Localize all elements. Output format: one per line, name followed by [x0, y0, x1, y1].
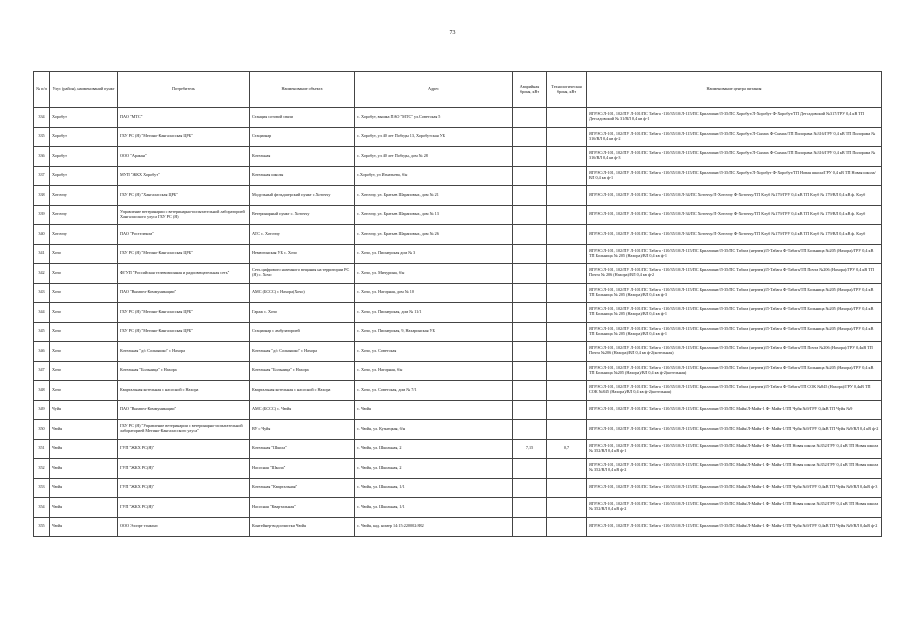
cell-source: ЯГРЭС/Л-101, 102/ПУ Л-101/ПС Табага -110/35/10/Л-115/ПС Бриллиант/Л-35/ПС Хоробут/Л-Сымах Ф-Сымах/ТП Пилорама №316/ГРУ 0,4 кВ ТП Пилорама № 316/ВЛ 0,4 кв ф-3 [587, 147, 882, 167]
cell-emergency [513, 498, 547, 518]
cell-no: 351 [34, 439, 50, 459]
cell-tech: 0,7 [547, 439, 587, 459]
cell-no: 343 [34, 283, 50, 303]
header-tech: Технологическая броня, кВт [547, 72, 587, 108]
cell-object: Стационар с амбулаторией [250, 322, 355, 342]
cell-object: Стационар [250, 127, 355, 147]
cell-consumer: Котельная "Больница" с Нахора [118, 361, 250, 381]
cell-emergency [513, 205, 547, 225]
cell-object: Ветеринарный пункт с. Хоточчу [250, 205, 355, 225]
cell-address: с. Хоточчу, ул. Братьев Шараповых, дом № 13 [355, 205, 513, 225]
table-row [34, 361, 882, 381]
cell-tech [547, 225, 587, 245]
cell-tech [547, 459, 587, 479]
cell-emergency [513, 225, 547, 245]
cell-address: с. Чюйя [355, 400, 513, 420]
cell-settlement: Хочо [50, 283, 118, 303]
cell-consumer: ГУП "ЖКХ РС(Я)" [118, 478, 250, 498]
cell-object: Котельная [250, 147, 355, 167]
cell-tech [547, 166, 587, 186]
table-row [34, 264, 882, 284]
cell-emergency [513, 459, 547, 479]
cell-consumer: ГБУ РС (Я) "Мегино-Кангаласская ЦРБ" [118, 244, 250, 264]
table-row [34, 498, 882, 518]
cell-no: 344 [34, 303, 50, 323]
header-object: Наименование объекта [250, 72, 355, 108]
cell-no: 334 [34, 108, 50, 128]
cell-consumer: Управление ветеринарии с ветеринарно-испытательной лабораторией Хангаласского улуса ГБУ РС (Я) [118, 205, 250, 225]
cell-settlement: Чюйя [50, 439, 118, 459]
header-emergency: Аварийная броня, кВт [513, 72, 547, 108]
cell-settlement: Хочо [50, 361, 118, 381]
cell-tech [547, 342, 587, 362]
cell-object: АТС с. Хоточчу [250, 225, 355, 245]
cell-no: 345 [34, 322, 50, 342]
cell-emergency [513, 244, 547, 264]
table-row [34, 420, 882, 440]
cell-no: 335 [34, 127, 50, 147]
cell-no: 349 [34, 400, 50, 420]
cell-emergency [513, 264, 547, 284]
cell-emergency [513, 381, 547, 401]
cell-consumer: Квартальная котельная с насосной с Нахора [118, 381, 250, 401]
cell-object: Котельная "Больница" с Нахора [250, 361, 355, 381]
cell-no: 342 [34, 264, 50, 284]
cell-settlement: Хоробут [50, 127, 118, 147]
table-row [34, 517, 882, 537]
cell-address: с. Чюйя, ул. Школьная, 2 [355, 439, 513, 459]
cell-settlement: Чюйя [50, 517, 118, 537]
cell-tech [547, 186, 587, 206]
cell-no: 354 [34, 498, 50, 518]
cell-object: Гараж с. Хочо [250, 303, 355, 323]
cell-consumer: ФГУП "Российская телевизионная и радиовещательная сеть" [118, 264, 250, 284]
table-row [34, 225, 882, 245]
cell-consumer: ООО Эллэрт тэнкэнэ [118, 517, 250, 537]
cell-tech [547, 400, 587, 420]
cell-settlement: Хочо [50, 381, 118, 401]
cell-consumer: ГБУ РС (Я) "Мегино-Кангаласская ЦРБ" [118, 322, 250, 342]
cell-address: с. Хочо, ул. Советская [355, 342, 513, 362]
cell-object: Квартальная котельная с насосной с Нахора [250, 381, 355, 401]
cell-tech [547, 147, 587, 167]
cell-source: ЯГРЭС/Л-101, 102/ПУ Л-101/ПС Табага -110/35/10/Л-34/ПС Хоточчу/Л-Хоточчу Ф-Хоточчу/ТП Клуб №179/ГРУ 0,4 кВ ТП Клуб № 179/ВЛ 0,4 кВ ф. Клуб [587, 186, 882, 206]
cell-consumer: ПАО "Ростелеком" [118, 225, 250, 245]
cell-source: ЯГРЭС/Л-101, 102/ПУ Л-101/ПС Табага -110/35/10/Л-34/ПС Хоточчу/Л-Хоточчу Ф-Хоточчу/ТП Клуб №179/ГРУ 0,4 кВ ТП Клуб № 179/ВЛ 0,4 кВ ф. Клуб [587, 205, 882, 225]
cell-source: ЯГРЭС/Л-101, 102/ПУ Л-101/ПС Табага -110/35/10/Л-115/ПС Бриллиант/Л-35/ПС Майя/Л-Майя-1 Ф- Майя-1/ТП Новая школа №352/ГРУ 0,4 кВ ТП Новая школа № 352/ВЛ 0,4 кВ ф-2 [587, 459, 882, 479]
cell-settlement: Хочо [50, 244, 118, 264]
cell-no: 341 [34, 244, 50, 264]
table-row [34, 400, 882, 420]
cell-tech [547, 303, 587, 323]
cell-source: ЯГРЭС/Л-101, 102/ПУ Л-101/ПС Табага -110/35/10/Л-115/ПС Бриллиант/Л-35/ПС Табага (нерчем)/Л-Табага Ф-Табага/ТП Почта №206 (Нахора)/ГРУ 0,4кВ ТП Почта №206 (Нахора)/ВЛ 0,4 кв ф-2(котельная) [587, 342, 882, 362]
cell-address: с. Чюйя, ул. Школьная, 2 [355, 459, 513, 479]
cell-no: 338 [34, 186, 50, 206]
cell-object: Немюгинская УБ с. Хочо [250, 244, 355, 264]
cell-emergency [513, 127, 547, 147]
cell-source: ЯГРЭС/Л-101, 102/ПУ Л-101/ПС Табага -110/35/10/Л-115/ПС Бриллиант/Л-35/ПС Табага (нерчем)/Л-Табага Ф-Табага/ТП Больница №205 (Нахора)/ГРУ 0,4 кВ ТП Больница № 205 (Нахора)/ВЛ 0,4 кв ф-1 [587, 322, 882, 342]
cell-emergency [513, 420, 547, 440]
cell-object: Сеть цифрового наземного вещания на территории РС (Я) с. Хочо [250, 264, 355, 284]
cell-tech [547, 283, 587, 303]
cell-address: с. Хочо, ул. Пионерская, дом № 11/1 [355, 303, 513, 323]
cell-consumer: ГБУ РС (Я) "Мегино-Кангаласская ЦРБ" [118, 127, 250, 147]
cell-object: Котельная "д/с Солнышко" с Нахора [250, 342, 355, 362]
cell-no: 348 [34, 381, 50, 401]
table-row [34, 166, 882, 186]
cell-tech [547, 420, 587, 440]
header-address: Адрес [355, 72, 513, 108]
cell-object: Котельная "Квартальная" [250, 478, 355, 498]
cell-tech [547, 322, 587, 342]
cell-address: с. Чюйя, ул. Кузнецкая, б/н [355, 420, 513, 440]
cell-source: ЯГРЭС/Л-101, 102/ПУ Л-101/ПС Табага -110/35/10/Л-115/ПС Бриллиант/Л-35/ПС Табага (нерчем)/Л-Табага Ф-Табага/ТП Больница №205 (Нахора)/ГРУ 0,4 кВ ТП Больница № 205 (Нахора)/ВЛ 0,4 кв ф-1 [587, 303, 882, 323]
cell-consumer: ГУП "ЖКХ РС(Я)" [118, 459, 250, 479]
cell-address: с. Хочо, ул. Нагорная, дом № 10 [355, 283, 513, 303]
table-row [34, 205, 882, 225]
cell-no: 350 [34, 420, 50, 440]
header-no: № п/п [34, 72, 50, 108]
cell-source: ЯГРЭС/Л-101, 102/ПУ Л-101/ПС Табага -110/35/10/Л-115/ПС Бриллиант/Л-35/ПС Майя/Л-Майя-1 Ф- Майя-1/ТП Чуйя №9/ГРУ 0,4кВ ТП Чуйя №9/ВЛ 0,4кВ ф-3 [587, 478, 882, 498]
cell-emergency [513, 166, 547, 186]
cell-consumer: ПАО "МТС" [118, 108, 250, 128]
cell-object: Контейнер-водоочистки Чюйя [250, 517, 355, 537]
cell-source: ЯГРЭС/Л-101, 102/ПУ Л-101/ПС Табага -110/35/10/Л-115/ПС Бриллиант/Л-35/ПС Майя/Л-Майя-1 Ф- Майя-1/ТП Новая школа №352/ГРУ 0,4 кВ ТП Новая школа № 352/ВЛ 0,4 кВ ф-1 [587, 439, 882, 459]
page-number: 73 [449, 30, 456, 36]
cell-tech [547, 478, 587, 498]
cell-emergency [513, 517, 547, 537]
cell-address: с. Хочо, ул. Пионерская, 9, Нахаринская УБ [355, 322, 513, 342]
cell-address: с. Чюйя, кад. номер 14:15:220002:882 [355, 517, 513, 537]
cell-object: АМС (БССС) с Нахора(Хочо) [250, 283, 355, 303]
cell-no: 340 [34, 225, 50, 245]
cell-source: ЯГРЭС/Л-101, 102/ПУ Л-101/ПС Табага -110/35/10/Л-115/ПС Бриллиант/Л-35/ПС Хоробут/Л-Сымах Ф-Сымах/ТП Пилорама №316/ГРУ 0,4 кВ ТП Пилорама № 316/ВЛ 0,4 кв ф-2 [587, 127, 882, 147]
cell-object: АМС (БССС) с. Чюйя [250, 400, 355, 420]
cell-emergency [513, 303, 547, 323]
cell-object: Котельная "Школа" [250, 439, 355, 459]
cell-consumer: ПАО "Вымпел-Коммуникации" [118, 400, 250, 420]
cell-consumer: ГБУ РС (Я) "Мегино-Кангаласская ЦРБ" [118, 303, 250, 323]
cell-address: с. Чюйя, ул. Школьная, 1/1 [355, 498, 513, 518]
cell-tech [547, 127, 587, 147]
cell-tech [547, 498, 587, 518]
cell-settlement: Хочо [50, 342, 118, 362]
cell-address: с. Хочо, ул. Нагорная, б/н [355, 361, 513, 381]
cell-settlement: Хоточчу [50, 225, 118, 245]
cell-source: ЯГРЭС/Л-101, 102/ПУ Л-101/ПС Табага -110/35/10/Л-115/ПС Бриллиант/Л-35/ПС Майя/Л-Майя-1 Ф- Майя-1/ТП Новая школа №352/ГРУ 0,4 кВ ТП Новая школа № 352/ВЛ 0,4 кВ ф-2 [587, 498, 882, 518]
header-settlement: Улус (район), наименований пункт [50, 72, 118, 108]
table-row [34, 381, 882, 401]
cell-source: ЯГРЭС/Л-101, 102/ПУ Л-101/ПС Табага -110/35/10/Л-115/ПС Бриллиант/Л-35/ПС Табага (нерчем)/Л-Табага Ф-Табага/ТП СОК №845 (Нахора)/ГРУ 0,4кВ ТП СОК №845 (Нахора)/ВЛ 0,4 кв ф-2(котельная) [587, 381, 882, 401]
cell-address: с. Хочо, ул. Советская, дом № 7/1 [355, 381, 513, 401]
cell-settlement: Хоточчу [50, 205, 118, 225]
cell-object: Насосная "Школа" [250, 459, 355, 479]
cell-object: Модульный фельдшерский пункт с.Хоточчу [250, 186, 355, 206]
cell-no: 355 [34, 517, 50, 537]
cell-settlement: Хоробут [50, 166, 118, 186]
cell-no: 336 [34, 147, 50, 167]
cell-emergency [513, 186, 547, 206]
cell-emergency [513, 342, 547, 362]
cell-no: 353 [34, 478, 50, 498]
cell-settlement: Чюйя [50, 420, 118, 440]
cell-emergency [513, 400, 547, 420]
cell-settlement: Чюйя [50, 478, 118, 498]
cell-settlement: Хоточчу [50, 186, 118, 206]
cell-tech [547, 361, 587, 381]
cell-tech [547, 205, 587, 225]
cell-no: 337 [34, 166, 50, 186]
cell-tech [547, 517, 587, 537]
cell-address: с. Хочо, ул. Мичурина, б/н [355, 264, 513, 284]
cell-tech [547, 381, 587, 401]
cell-source: ЯГРЭС/Л-101, 102/ПУ Л-101/ПС Табага -110/35/10/Л-115/ПС Бриллиант/Л-35/ПС Табага (нерчем)/Л-Табага Ф-Табага/ТП Больница №205 (Нахора)/ГРУ 0,4 кВ ТП Больница № 205 (Нахора)/ВЛ 0,4 кв ф-3 [587, 283, 882, 303]
cell-settlement: Хочо [50, 264, 118, 284]
cell-settlement: Хоробут [50, 147, 118, 167]
cell-settlement: Чуйя [50, 400, 118, 420]
table-row [34, 244, 882, 264]
cell-source: ЯГРЭС/Л-101, 102/ПУ Л-101/ПС Табага -110/35/10/Л-115/ПС Бриллиант/Л-35/ПС Майя/Л-Майя-1 Ф- Майя-1/ТП Чуйя №9/ГРУ 0,4кВ ТП Чуйя №9/ВЛ 0,4 кВ ф-2 [587, 420, 882, 440]
cell-address: с. Хоробут, ул 40 лет Победы, дом № 28 [355, 147, 513, 167]
cell-consumer: ООО "Аракан" [118, 147, 250, 167]
cell-object: ВУ с Чуйя [250, 420, 355, 440]
cell-source: ЯГРЭС/Л-101, 102/ПУ Л-101/ПС Табага -110/35/10/Л-115/ПС Бриллиант/Л-35/ПС Табага (нерчем)/Л-Табага Ф-Табага/ТП Почта №206 (Нахора)/ГРУ 0,4 кВ ТП Почта № 206 (Нахора)/ВЛ 0,4 кв ф-2 [587, 264, 882, 284]
table-row [34, 147, 882, 167]
cell-emergency [513, 322, 547, 342]
cell-consumer: МУП "ЖКХ Хоробут" [118, 166, 250, 186]
cell-source: ЯГРЭС/Л-101, 102/ПУ Л-101/ПС Табага -110/35/10/Л-115/ПС Бриллиант/Л-35/ПС Майя/Л-Майя-1 Ф- Майя-1/ТП Чуйя №9/ГРУ 0,4кВ ТП Чуйя №9/ВЛ 0,4кВ ф-2 [587, 517, 882, 537]
cell-address: с. Хоробут, вышка ПАО "МТС" ул.Советская 5 [355, 108, 513, 128]
cell-source: ЯГРЭС/Л-101, 102/ПУ Л-101/ПС Табага -110/35/10/Л-115/ПС Бриллиант/Л-35/ПС Хоробут/Л-Хоробут Ф-Хоробут/ТП Новая школа/ГРУ 0,4 кВ ТП Новая школа/ВЛ 0,4 кв ф-1 [587, 166, 882, 186]
cell-emergency [513, 361, 547, 381]
header-source: Наименование центра питания [587, 72, 882, 108]
table-row [34, 283, 882, 303]
cell-settlement: Хочо [50, 303, 118, 323]
cell-address: с.Хоробут, ул Игнатьева, б/н [355, 166, 513, 186]
cell-address: с. Хоточчу, ул. Братьев Шараповых, дом № 26 [355, 225, 513, 245]
cell-object: Насосная "Квартальная" [250, 498, 355, 518]
cell-address: с. Хочо, ул. Пионерская дом № 3 [355, 244, 513, 264]
cell-tech [547, 244, 587, 264]
cell-consumer: Котельная "д/с Солнышко" с Нахора [118, 342, 250, 362]
table-row [34, 439, 882, 459]
cell-no: 346 [34, 342, 50, 362]
cell-consumer: ГУП "ЖКХ РС(Я)" [118, 439, 250, 459]
cell-emergency [513, 147, 547, 167]
table-row [34, 459, 882, 479]
cell-object: Станция сотовой связи [250, 108, 355, 128]
cell-source: ЯГРЭС/Л-101, 102/ПУ Л-101/ПС Табага -110/35/10/Л-115/ПС Бриллиант/Л-35/ПС Хоробут/Л-Хоробут Ф-Хоробут/ТП Детсадовский №317/ГРУ 0,4 кВ ТП Детсадовский № 31/ВЛ 0,4 кв ф-1 [587, 108, 882, 128]
cell-source: ЯГРЭС/Л-101, 102/ПУ Л-101/ПС Табага -110/35/10/Л-115/ПС Бриллиант/Л-35/ПС Табага (нерчем)/Л-Табага Ф-Табага/ТП Больница №205 (Нахора)/ГРУ 0,4 кВ ТП Больница № 205 (Нахора)/ВЛ 0,4 кв ф-1 [587, 244, 882, 264]
cell-emergency: 7,15 [513, 439, 547, 459]
table-header-row [34, 72, 882, 108]
cell-address: с. Хоточчу, ул. Братьев Шараповых, дом № 21 [355, 186, 513, 206]
cell-tech [547, 264, 587, 284]
cell-source: ЯГРЭС/Л-101, 102/ПУ Л-101/ПС Табага -110/35/10/Л-115/ПС Бриллиант/Л-35/ПС Майя/Л-Майя-1 Ф- Майя-1/ТП Чуйя №9/ГРУ 0,4кВ ТП Чуйя №9 [587, 400, 882, 420]
table-row [34, 108, 882, 128]
cell-settlement: Хоробут [50, 108, 118, 128]
cell-no: 347 [34, 361, 50, 381]
cell-consumer: ГБУ РС (Я) "Управление ветеринарии с ветеринарно-испытательной лабораторией Мегино-Кангаласского улуса" [118, 420, 250, 440]
cell-object: Котельная школы [250, 166, 355, 186]
cell-source: ЯГРЭС/Л-101, 102/ПУ Л-101/ПС Табага -110/35/10/Л-115/ПС Бриллиант/Л-35/ПС Табага (нерчем)/Л-Табага Ф-Табага/ТП Больница №205 (Нахора)/ГРУ 0,4 кВ ТП Больница №205 (Нахора)/ВЛ 0,4 кв ф-2(котельная) [587, 361, 882, 381]
header-consumer: Потребитель [118, 72, 250, 108]
cell-emergency [513, 478, 547, 498]
table-row [34, 303, 882, 323]
cell-address: с. Хоробут, ул 40 лет Победы 13, Хоробутская УБ [355, 127, 513, 147]
cell-no: 352 [34, 459, 50, 479]
table-row [34, 478, 882, 498]
cell-consumer: ГУП "ЖКХ РС(Я)" [118, 498, 250, 518]
cell-emergency [513, 108, 547, 128]
table-row [34, 342, 882, 362]
cell-settlement: Хочо [50, 322, 118, 342]
cell-source: ЯГРЭС/Л-101, 102/ПУ Л-101/ПС Табага -110/35/10/Л-34/ПС Хоточчу/Л-Хоточчу Ф-Хоточчу/ТП Клуб №179/ГРУ 0,4 кВ ТП Клуб № 179/ВЛ 0,4 кВ ф. Клуб [587, 225, 882, 245]
table-row [34, 322, 882, 342]
table-row [34, 186, 882, 206]
cell-consumer: ПАО "Вымпел-Коммуникации" [118, 283, 250, 303]
table-row [34, 127, 882, 147]
cell-no: 339 [34, 205, 50, 225]
cell-emergency [513, 283, 547, 303]
cell-tech [547, 108, 587, 128]
cell-address: с. Чюйя, ул. Школьная, 1/1 [355, 478, 513, 498]
cell-settlement: Чюйя [50, 498, 118, 518]
cell-settlement: Чюйя [50, 459, 118, 479]
cell-consumer: ГБУ РС (Я) "Хангаласская ЦРБ" [118, 186, 250, 206]
power-consumers-table [33, 71, 882, 537]
